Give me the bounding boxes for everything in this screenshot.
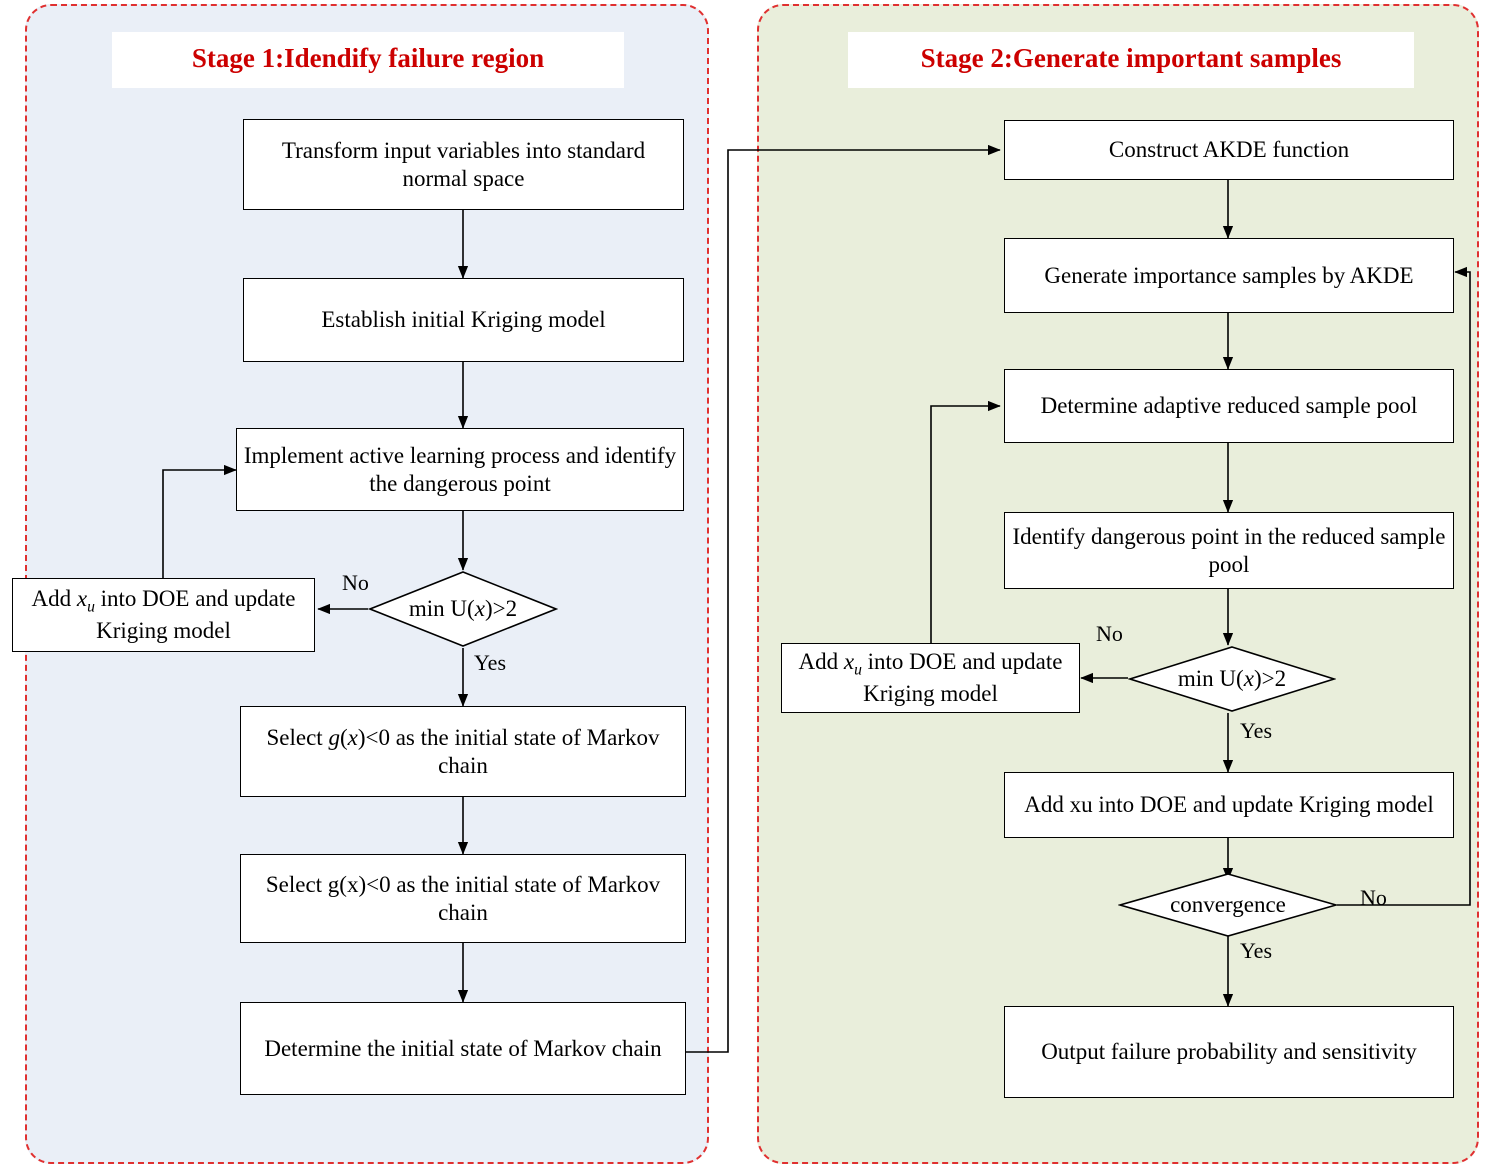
node-transform-input-variables: Transform input variables into standard normal space [243, 119, 684, 210]
decision-min-u-stage2-label: min U(x)>2 [1177, 666, 1287, 691]
node-generate-importance-samples: Generate importance samples by AKDE [1004, 238, 1454, 313]
edge-label-no-convergence: No [1360, 885, 1387, 910]
node-establish-initial-kriging-model: Establish initial Kriging model [243, 278, 684, 362]
node-determine-initial-state: Select g(x)<0 as the initial state of Markov chain [240, 854, 686, 943]
edge-label-no-stage1: No [342, 570, 369, 595]
stage2-title: Stage 2:Generate important samples [848, 32, 1414, 88]
node-select-gx-initial-state: Select g(x)<0 as the initial state of Markov chain [240, 706, 686, 797]
node-construct-akde-function: Construct AKDE function [1004, 120, 1454, 180]
decision-convergence [1118, 872, 1338, 938]
decision-convergence-label: convergence [1170, 892, 1286, 917]
node-add-xu-doe-stage2: Add $x_u$ into DOE and update Kriging model [781, 643, 1080, 713]
edge-label-yes-stage1: Yes [474, 650, 507, 675]
edge-label-yes-convergence: Yes [1240, 938, 1273, 963]
node-determine-adaptive-reduced-pool: Determine adaptive reduced sample pool [1004, 369, 1454, 443]
node-add-xu-doe-stage1: Add $x_u$ into DOE and update Kriging model [12, 578, 315, 652]
node-estimate-failure-probability: Add xu into DOE and update Kriging model [1004, 772, 1454, 838]
edge-label-yes-stage2-minu: Yes [1240, 718, 1273, 743]
node-identify-dangerous-point: Identify dangerous point in the reduced sample pool [1004, 512, 1454, 589]
decision-min-u-stage1 [368, 570, 558, 648]
decision-min-u-stage1-label: min U(x)>2 [408, 596, 518, 621]
node-output-failure-probability: Output failure probability and sensitivity [1004, 1006, 1454, 1098]
node-implement-active-learning: Implement active learning process and identify the dangerous point [236, 428, 684, 511]
stage1-title: Stage 1:Idendify failure region [112, 32, 624, 88]
decision-min-u-stage2 [1128, 645, 1336, 713]
edge-label-no-stage2-minu: No [1096, 621, 1123, 646]
node-obtain-failure-samples: Determine the initial state of Markov chain [240, 1002, 686, 1095]
